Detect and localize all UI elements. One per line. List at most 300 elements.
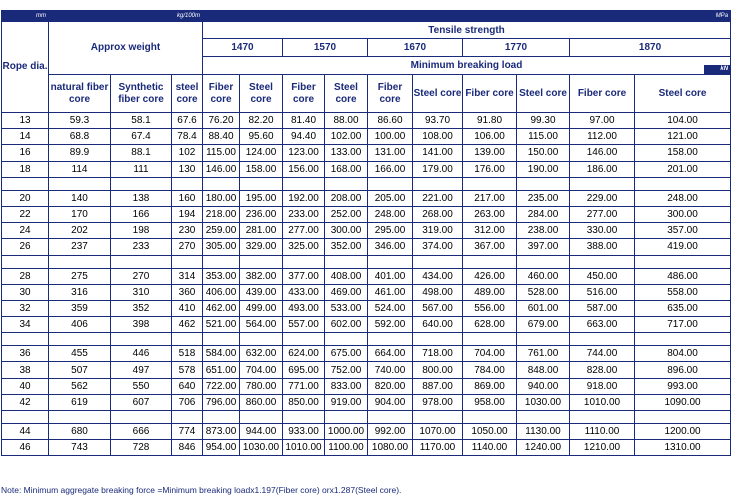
table-cell: 1010.00 bbox=[570, 394, 635, 410]
table-cell: 352.00 bbox=[325, 239, 368, 255]
table-cell: 550 bbox=[111, 378, 172, 394]
table-cell: 740.00 bbox=[368, 362, 413, 378]
table-cell: 359 bbox=[49, 300, 111, 316]
grade-header-1670: 1670 bbox=[368, 39, 463, 57]
table-cell: 330.00 bbox=[570, 223, 635, 239]
rope-dia-cell: 14 bbox=[2, 129, 49, 145]
rope-dia-cell: 26 bbox=[2, 239, 49, 255]
unit-load: kN bbox=[704, 65, 730, 74]
spacer-cell bbox=[635, 333, 731, 346]
spacer-cell bbox=[111, 255, 172, 268]
table-cell: 360 bbox=[172, 284, 203, 300]
table-cell: 578 bbox=[172, 362, 203, 378]
table-cell: 88.1 bbox=[111, 145, 172, 161]
table-cell: 640.00 bbox=[413, 317, 463, 333]
table-cell: 156.00 bbox=[283, 161, 325, 177]
rope-dia-cell: 22 bbox=[2, 206, 49, 222]
table-cell: 314 bbox=[172, 268, 203, 284]
table-cell: 59.3 bbox=[49, 113, 111, 129]
table-cell: 237 bbox=[49, 239, 111, 255]
spacer-cell bbox=[413, 177, 463, 190]
table-cell: 235.00 bbox=[517, 190, 570, 206]
table-cell: 138 bbox=[111, 190, 172, 206]
table-cell: 388.00 bbox=[570, 239, 635, 255]
table-row bbox=[2, 223, 731, 239]
table-cell: 771.00 bbox=[283, 378, 325, 394]
approx-weight-header: Approx weight bbox=[49, 22, 203, 75]
table-cell: 230 bbox=[172, 223, 203, 239]
spacer-cell bbox=[325, 411, 368, 424]
table-row bbox=[2, 362, 731, 378]
table-cell: 1090.00 bbox=[635, 394, 731, 410]
table-cell: 88.40 bbox=[203, 129, 240, 145]
table-row bbox=[2, 394, 731, 410]
table-cell: 958.00 bbox=[463, 394, 517, 410]
table-cell: 158.00 bbox=[240, 161, 283, 177]
header-row-title bbox=[2, 22, 731, 39]
table-cell: 208.00 bbox=[325, 190, 368, 206]
fiber-core-header: Fiber core bbox=[463, 75, 517, 113]
table-cell: 602.00 bbox=[325, 317, 368, 333]
table-cell: 76.20 bbox=[203, 113, 240, 129]
table-row bbox=[2, 268, 731, 284]
table-cell: 121.00 bbox=[635, 129, 731, 145]
table-cell: 460.00 bbox=[517, 268, 570, 284]
spacer-cell bbox=[517, 255, 570, 268]
table-cell: 820.00 bbox=[368, 378, 413, 394]
table-cell: 170 bbox=[49, 206, 111, 222]
table-row bbox=[2, 145, 731, 161]
table-cell: 150.00 bbox=[517, 145, 570, 161]
footnote: Note: Minimum aggregate breaking force =Minimum breaking loadx1.197(Fiber core) orx1.287(Steel core). bbox=[1, 485, 402, 495]
table-cell: 248.00 bbox=[635, 190, 731, 206]
rope-dia-cell: 30 bbox=[2, 284, 49, 300]
spacer-cell bbox=[240, 177, 283, 190]
table-row bbox=[2, 300, 731, 316]
table-cell: 744.00 bbox=[570, 346, 635, 362]
table-cell: 346.00 bbox=[368, 239, 413, 255]
table-cell: 316 bbox=[49, 284, 111, 300]
table-cell: 873.00 bbox=[203, 424, 240, 440]
table-cell: 592.00 bbox=[368, 317, 413, 333]
table-cell: 112.00 bbox=[570, 129, 635, 145]
rope-dia-cell: 32 bbox=[2, 300, 49, 316]
table-cell: 91.80 bbox=[463, 113, 517, 129]
table-cell: 300.00 bbox=[325, 223, 368, 239]
table-cell: 1050.00 bbox=[463, 424, 517, 440]
fiber-core-header: Fiber core bbox=[283, 75, 325, 113]
table-cell: 68.8 bbox=[49, 129, 111, 145]
table-cell: 300.00 bbox=[635, 206, 731, 222]
table-cell: 640 bbox=[172, 378, 203, 394]
table-cell: 439.00 bbox=[240, 284, 283, 300]
table-cell: 497 bbox=[111, 362, 172, 378]
table-cell: 664.00 bbox=[368, 346, 413, 362]
group-spacer-row bbox=[2, 255, 731, 268]
table-cell: 123.00 bbox=[283, 145, 325, 161]
table-cell: 728 bbox=[111, 440, 172, 456]
table-cell: 718.00 bbox=[413, 346, 463, 362]
table-cell: 704.00 bbox=[463, 346, 517, 362]
table-row bbox=[2, 284, 731, 300]
table-cell: 679.00 bbox=[517, 317, 570, 333]
fiber-core-header: Fiber core bbox=[368, 75, 413, 113]
spacer-cell bbox=[283, 177, 325, 190]
table-cell: 133.00 bbox=[325, 145, 368, 161]
table-cell: 190.00 bbox=[517, 161, 570, 177]
table-cell: 139.00 bbox=[463, 145, 517, 161]
steel-core-header: Steel core bbox=[635, 75, 731, 113]
table-cell: 408.00 bbox=[325, 268, 368, 284]
table-cell: 67.6 bbox=[172, 113, 203, 129]
spacer-cell bbox=[368, 411, 413, 424]
table-cell: 277.00 bbox=[570, 206, 635, 222]
table-cell: 562 bbox=[49, 378, 111, 394]
table-cell: 624.00 bbox=[283, 346, 325, 362]
table-cell: 89.9 bbox=[49, 145, 111, 161]
unit-dia: mm bbox=[36, 13, 46, 19]
spacer-cell bbox=[368, 333, 413, 346]
table-cell: 310 bbox=[111, 284, 172, 300]
table-row bbox=[2, 317, 731, 333]
table-cell: 259.00 bbox=[203, 223, 240, 239]
table-cell: 111 bbox=[111, 161, 172, 177]
table-cell: 896.00 bbox=[635, 362, 731, 378]
rope-dia-cell: 34 bbox=[2, 317, 49, 333]
table-row bbox=[2, 239, 731, 255]
table-cell: 180.00 bbox=[203, 190, 240, 206]
spacer-cell bbox=[368, 255, 413, 268]
table-cell: 486.00 bbox=[635, 268, 731, 284]
table-cell: 1200.00 bbox=[635, 424, 731, 440]
table-cell: 675.00 bbox=[325, 346, 368, 362]
table-cell: 680 bbox=[49, 424, 111, 440]
table-cell: 168.00 bbox=[325, 161, 368, 177]
spacer-cell bbox=[203, 255, 240, 268]
rope-dia-cell: 44 bbox=[2, 424, 49, 440]
spacer-cell bbox=[413, 255, 463, 268]
table-cell: 130 bbox=[172, 161, 203, 177]
spacer-cell bbox=[203, 177, 240, 190]
table-cell: 275 bbox=[49, 268, 111, 284]
table-cell: 507 bbox=[49, 362, 111, 378]
table-row bbox=[2, 113, 731, 129]
unit-weight-cell bbox=[49, 11, 203, 22]
tensile-strength-header: Tensile strength bbox=[203, 22, 731, 39]
spacer-cell bbox=[283, 255, 325, 268]
table-cell: 846 bbox=[172, 440, 203, 456]
table-cell: 93.70 bbox=[413, 113, 463, 129]
table-cell: 774 bbox=[172, 424, 203, 440]
table-cell: 201.00 bbox=[635, 161, 731, 177]
spacer-cell bbox=[570, 333, 635, 346]
table-cell: 804.00 bbox=[635, 346, 731, 362]
table-cell: 67.4 bbox=[111, 129, 172, 145]
table-cell: 919.00 bbox=[325, 394, 368, 410]
table-cell: 99.30 bbox=[517, 113, 570, 129]
table-cell: 186.00 bbox=[570, 161, 635, 177]
table-cell: 158.00 bbox=[635, 145, 731, 161]
table-cell: 268.00 bbox=[413, 206, 463, 222]
grade-header-1870: 1870 bbox=[570, 39, 731, 57]
table-cell: 704.00 bbox=[240, 362, 283, 378]
steel-core-header: Steel core bbox=[325, 75, 368, 113]
table-cell: 695.00 bbox=[283, 362, 325, 378]
rope-dia-cell: 42 bbox=[2, 394, 49, 410]
table-cell: 1100.00 bbox=[325, 440, 368, 456]
table-cell: 397.00 bbox=[517, 239, 570, 255]
table-cell: 462 bbox=[172, 317, 203, 333]
table-cell: 498.00 bbox=[413, 284, 463, 300]
table-cell: 146.00 bbox=[203, 161, 240, 177]
table-cell: 933.00 bbox=[283, 424, 325, 440]
min-breaking-load-header bbox=[203, 57, 731, 75]
table-cell: 86.60 bbox=[368, 113, 413, 129]
group-spacer-row bbox=[2, 177, 731, 190]
table-cell: 663.00 bbox=[570, 317, 635, 333]
table-body bbox=[2, 113, 731, 456]
spacer-cell bbox=[463, 255, 517, 268]
table-cell: 521.00 bbox=[203, 317, 240, 333]
fiber-core-header: Fiber core bbox=[203, 75, 240, 113]
table-cell: 166 bbox=[111, 206, 172, 222]
table-cell: 446 bbox=[111, 346, 172, 362]
unit-strength-cell bbox=[203, 11, 731, 22]
rope-dia-cell: 38 bbox=[2, 362, 49, 378]
table-cell: 567.00 bbox=[413, 300, 463, 316]
rope-dia-cell: 40 bbox=[2, 378, 49, 394]
table-cell: 1030.00 bbox=[240, 440, 283, 456]
table-cell: 104.00 bbox=[635, 113, 731, 129]
spacer-cell bbox=[635, 177, 731, 190]
unit-weight: kg/100m bbox=[176, 13, 200, 19]
table-cell: 229.00 bbox=[570, 190, 635, 206]
table-cell: 828.00 bbox=[570, 362, 635, 378]
spacer-cell bbox=[325, 333, 368, 346]
table-cell: 382.00 bbox=[240, 268, 283, 284]
table-cell: 329.00 bbox=[240, 239, 283, 255]
table-cell: 607 bbox=[111, 394, 172, 410]
table-cell: 58.1 bbox=[111, 113, 172, 129]
group-spacer-row bbox=[2, 411, 731, 424]
table-cell: 88.00 bbox=[325, 113, 368, 129]
table-row bbox=[2, 129, 731, 145]
table-cell: 587.00 bbox=[570, 300, 635, 316]
table-cell: 401.00 bbox=[368, 268, 413, 284]
table-row bbox=[2, 378, 731, 394]
spacer-cell bbox=[283, 333, 325, 346]
spacer-cell bbox=[2, 333, 49, 346]
table-cell: 319.00 bbox=[413, 223, 463, 239]
table-cell: 743 bbox=[49, 440, 111, 456]
rope-dia-header: Rope dia. bbox=[2, 22, 49, 113]
table-cell: 176.00 bbox=[463, 161, 517, 177]
unit-strength: MPa bbox=[715, 13, 729, 19]
table-cell: 202 bbox=[49, 223, 111, 239]
table-row bbox=[2, 206, 731, 222]
table-cell: 455 bbox=[49, 346, 111, 362]
table-row bbox=[2, 424, 731, 440]
table-cell: 357.00 bbox=[635, 223, 731, 239]
table-cell: 124.00 bbox=[240, 145, 283, 161]
table-cell: 533.00 bbox=[325, 300, 368, 316]
table-cell: 869.00 bbox=[463, 378, 517, 394]
table-cell: 284.00 bbox=[517, 206, 570, 222]
table-cell: 469.00 bbox=[325, 284, 368, 300]
spacer-cell bbox=[2, 411, 49, 424]
table-cell: 632.00 bbox=[240, 346, 283, 362]
table-cell: 706 bbox=[172, 394, 203, 410]
table-cell: 270 bbox=[111, 268, 172, 284]
table-cell: 780.00 bbox=[240, 378, 283, 394]
table-cell: 954.00 bbox=[203, 440, 240, 456]
table-cell: 1310.00 bbox=[635, 440, 731, 456]
rope-dia-cell: 46 bbox=[2, 440, 49, 456]
table-cell: 499.00 bbox=[240, 300, 283, 316]
table-cell: 784.00 bbox=[463, 362, 517, 378]
table-cell: 277.00 bbox=[283, 223, 325, 239]
spacer-cell bbox=[517, 411, 570, 424]
table-cell: 752.00 bbox=[325, 362, 368, 378]
rope-breaking-load-table bbox=[1, 10, 731, 456]
table-cell: 108.00 bbox=[413, 129, 463, 145]
spacer-cell bbox=[635, 255, 731, 268]
table-cell: 800.00 bbox=[413, 362, 463, 378]
table-cell: 81.40 bbox=[283, 113, 325, 129]
spacer-cell bbox=[463, 177, 517, 190]
table-cell: 236.00 bbox=[240, 206, 283, 222]
table-cell: 524.00 bbox=[368, 300, 413, 316]
table-cell: 115.00 bbox=[517, 129, 570, 145]
table-cell: 450.00 bbox=[570, 268, 635, 284]
spacer-cell bbox=[325, 255, 368, 268]
table-cell: 628.00 bbox=[463, 317, 517, 333]
table-cell: 94.40 bbox=[283, 129, 325, 145]
table-cell: 516.00 bbox=[570, 284, 635, 300]
table-cell: 179.00 bbox=[413, 161, 463, 177]
table-cell: 281.00 bbox=[240, 223, 283, 239]
min-breaking-load-label: Minimum breaking load bbox=[410, 60, 523, 71]
spacer-cell bbox=[368, 177, 413, 190]
table-cell: 78.4 bbox=[172, 129, 203, 145]
rope-dia-cell: 36 bbox=[2, 346, 49, 362]
spacer-cell bbox=[172, 333, 203, 346]
table-row bbox=[2, 161, 731, 177]
spacer-cell bbox=[413, 411, 463, 424]
table-cell: 904.00 bbox=[368, 394, 413, 410]
table-cell: 1130.00 bbox=[517, 424, 570, 440]
table-cell: 1140.00 bbox=[463, 440, 517, 456]
rope-dia-cell: 28 bbox=[2, 268, 49, 284]
table-cell: 352 bbox=[111, 300, 172, 316]
rope-table-wrapper bbox=[1, 10, 730, 456]
table-cell: 205.00 bbox=[368, 190, 413, 206]
table-cell: 796.00 bbox=[203, 394, 240, 410]
grade-header-1570: 1570 bbox=[283, 39, 368, 57]
table-cell: 940.00 bbox=[517, 378, 570, 394]
table-cell: 233 bbox=[111, 239, 172, 255]
table-cell: 419.00 bbox=[635, 239, 731, 255]
table-cell: 489.00 bbox=[463, 284, 517, 300]
spacer-cell bbox=[635, 411, 731, 424]
table-row bbox=[2, 190, 731, 206]
table-cell: 367.00 bbox=[463, 239, 517, 255]
table-cell: 461.00 bbox=[368, 284, 413, 300]
weight-col-header: Synthetic fiber core bbox=[111, 75, 172, 113]
spacer-cell bbox=[283, 411, 325, 424]
table-cell: 252.00 bbox=[325, 206, 368, 222]
table-cell: 518 bbox=[172, 346, 203, 362]
table-cell: 270 bbox=[172, 239, 203, 255]
table-cell: 410 bbox=[172, 300, 203, 316]
weight-col-header: natural fiber core bbox=[49, 75, 111, 113]
table-cell: 619 bbox=[49, 394, 111, 410]
table-cell: 221.00 bbox=[413, 190, 463, 206]
rope-dia-cell: 18 bbox=[2, 161, 49, 177]
table-cell: 1170.00 bbox=[413, 440, 463, 456]
table-cell: 1240.00 bbox=[517, 440, 570, 456]
table-cell: 82.20 bbox=[240, 113, 283, 129]
table-cell: 238.00 bbox=[517, 223, 570, 239]
rope-dia-cell: 24 bbox=[2, 223, 49, 239]
unit-bar bbox=[2, 11, 731, 22]
spacer-cell bbox=[49, 333, 111, 346]
table-cell: 102 bbox=[172, 145, 203, 161]
table-cell: 325.00 bbox=[283, 239, 325, 255]
table-cell: 198 bbox=[111, 223, 172, 239]
table-cell: 353.00 bbox=[203, 268, 240, 284]
table-cell: 848.00 bbox=[517, 362, 570, 378]
table-cell: 1080.00 bbox=[368, 440, 413, 456]
table-cell: 434.00 bbox=[413, 268, 463, 284]
spacer-cell bbox=[240, 333, 283, 346]
table-cell: 601.00 bbox=[517, 300, 570, 316]
table-cell: 860.00 bbox=[240, 394, 283, 410]
spacer-cell bbox=[240, 255, 283, 268]
rope-dia-cell: 13 bbox=[2, 113, 49, 129]
grade-header-1770: 1770 bbox=[463, 39, 570, 57]
rope-dia-cell: 16 bbox=[2, 145, 49, 161]
table-cell: 1110.00 bbox=[570, 424, 635, 440]
spacer-cell bbox=[172, 411, 203, 424]
spacer-cell bbox=[111, 333, 172, 346]
table-cell: 556.00 bbox=[463, 300, 517, 316]
spacer-cell bbox=[2, 255, 49, 268]
table-cell: 1070.00 bbox=[413, 424, 463, 440]
spacer-cell bbox=[111, 177, 172, 190]
table-cell: 406.00 bbox=[203, 284, 240, 300]
table-cell: 195.00 bbox=[240, 190, 283, 206]
table-cell: 102.00 bbox=[325, 129, 368, 145]
table-cell: 666 bbox=[111, 424, 172, 440]
spacer-cell bbox=[517, 177, 570, 190]
table-cell: 305.00 bbox=[203, 239, 240, 255]
grade-header-1470: 1470 bbox=[203, 39, 283, 57]
table-cell: 992.00 bbox=[368, 424, 413, 440]
table-cell: 217.00 bbox=[463, 190, 517, 206]
table-cell: 192.00 bbox=[283, 190, 325, 206]
fiber-core-header: Fiber core bbox=[570, 75, 635, 113]
table-cell: 146.00 bbox=[570, 145, 635, 161]
table-cell: 433.00 bbox=[283, 284, 325, 300]
table-cell: 462.00 bbox=[203, 300, 240, 316]
spacer-cell bbox=[49, 255, 111, 268]
header-row-sub bbox=[2, 75, 731, 113]
table-cell: 1030.00 bbox=[517, 394, 570, 410]
table-cell: 833.00 bbox=[325, 378, 368, 394]
spacer-cell bbox=[2, 177, 49, 190]
spacer-cell bbox=[413, 333, 463, 346]
